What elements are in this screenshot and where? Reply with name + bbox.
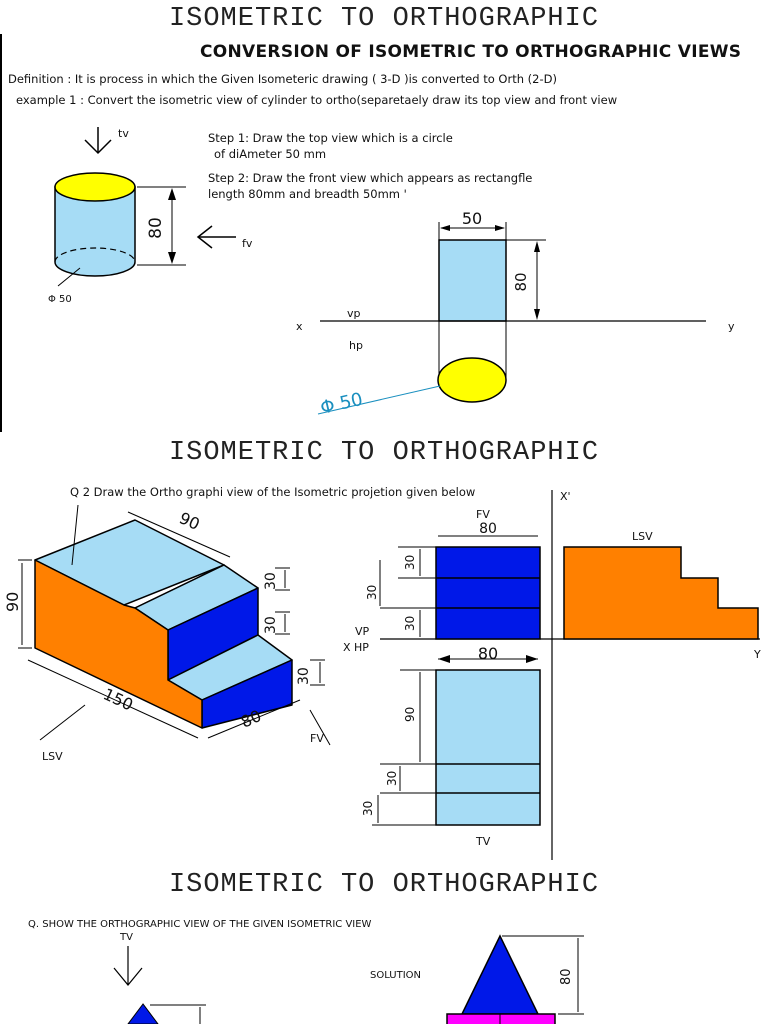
step1-line1: Step 1: Draw the top view which is a circle (208, 131, 453, 145)
fv-dim3: 30 (403, 615, 417, 631)
iso-top-label: 90 (176, 508, 203, 534)
fv-width-label: 50 (461, 209, 483, 228)
tv-dim3: 30 (361, 800, 375, 816)
cyl-height-label: 80 (146, 217, 166, 239)
iso-height-label: 90 (3, 591, 22, 612)
tv-label: tv (118, 127, 129, 140)
iso-length-label: 150 (100, 684, 137, 715)
tv-label-3: TV (120, 932, 133, 943)
step2-line2: length 80mm and breadth 50mm ' (208, 187, 407, 201)
solution-base (447, 1014, 555, 1024)
tv-title: TV (476, 835, 491, 848)
iso-step3-label: 30 (296, 667, 312, 685)
definition-text: Definition : It is process in which the Given Isometeric drawing ( 3-D )is converted to Orth (2-D) (8, 72, 557, 86)
solution-height-label: 80 (559, 968, 574, 985)
fv-label: fv (242, 237, 253, 250)
fv-dim2: 30 (365, 584, 379, 600)
tv-dim2: 30 (385, 770, 399, 786)
fv-width-label-2: 80 (479, 521, 497, 537)
page-title-1: ISOMETRIC TO ORTHOGRAPHIC (168, 4, 600, 34)
y-label-1: y (728, 320, 735, 333)
fv-height-label: 80 (512, 272, 530, 292)
tv-arrow-3 (114, 946, 142, 985)
question-3: Q. SHOW THE ORTHOGRAPHIC VIEW OF THE GIVEN ISOMETRIC VIEW (28, 919, 372, 930)
lsv-title: LSV (632, 530, 653, 543)
iso-cone-tip (128, 1004, 158, 1024)
step1-line2: of diAmeter 50 mm (214, 147, 327, 161)
sheet-title: CONVERSION OF ISOMETRIC TO ORTHOGRAPHIC VIEWS (200, 42, 742, 62)
vp-label-1: vp (347, 307, 361, 320)
iso-depth-label: 80 (237, 706, 265, 732)
cyl-dia-label: Φ 50 (48, 294, 72, 305)
x-label-1: x (296, 320, 303, 333)
page-title-2: ISOMETRIC TO ORTHOGRAPHIC (168, 438, 600, 468)
phi-label: Φ 50 (318, 388, 365, 419)
iso-fv-label: FV (310, 732, 324, 745)
question-2: Q 2 Draw the Ortho graphi view of the Isometric projetion given below (70, 485, 476, 499)
xhp-label-2: X HP (343, 641, 369, 654)
solution-cone (462, 936, 538, 1014)
example-text: example 1 : Convert the isometric view of cylinder to ortho(separetaely draw its top view and front view (16, 93, 618, 107)
fv-title: FV (476, 508, 490, 521)
tv-dim1: 90 (403, 706, 417, 722)
step2-line1: Step 2: Draw the front view which appears as rectangfle (208, 171, 533, 185)
solution-label: SOLUTION (370, 970, 422, 981)
vp-label-2: VP (355, 625, 370, 638)
iso-step1-label: 30 (263, 572, 279, 590)
x-prime-label: X' (560, 490, 571, 503)
iso-lsv-label: LSV (42, 750, 63, 763)
tv-width-label: 80 (477, 644, 499, 663)
iso-step2-label: 30 (263, 616, 279, 634)
fv-dim1: 30 (403, 554, 417, 570)
page-title-3: ISOMETRIC TO ORTHOGRAPHIC (168, 870, 600, 900)
y-label-2: Y (754, 648, 761, 661)
hp-label-1: hp (349, 339, 363, 352)
